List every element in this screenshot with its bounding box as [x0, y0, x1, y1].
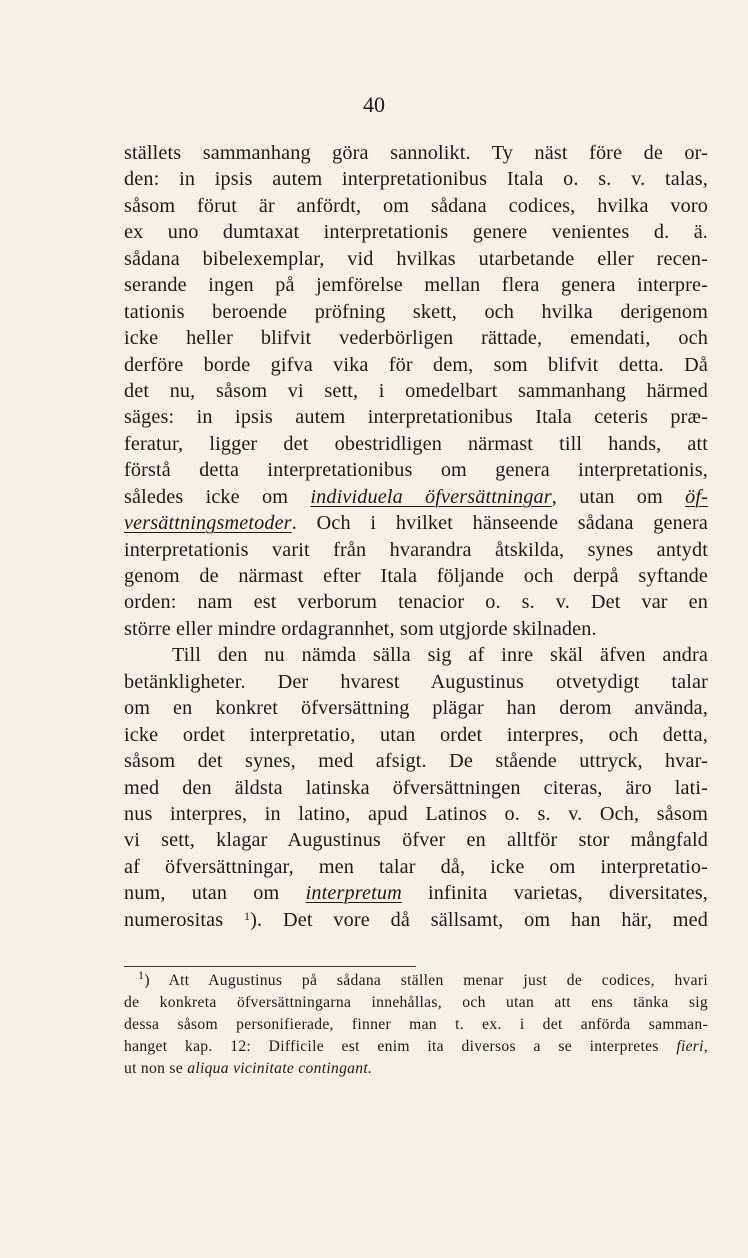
text-segment: således icke om — [124, 485, 311, 508]
text-line: betänkligheter. Der hvarest Augustinus otvetydigt talar — [124, 670, 708, 693]
footnote-line: de konkreta öfversättningarna innehållas, och utan att ens tänka sig — [124, 994, 708, 1012]
emphasis-text: aliqua vicinitate contingant. — [187, 1060, 373, 1078]
emphasis-text: interpretum — [305, 882, 402, 905]
text-line: säges: in ipsis autem interpretationibus Itala ceteris præ- — [124, 406, 708, 429]
footnote-line — [124, 970, 708, 992]
text-line: med den äldsta latinska öfversättningen citeras, äro lati- — [124, 776, 708, 799]
emphasis-text: öf- — [685, 485, 708, 508]
text-line: icke ordet interpretatio, utan ordet interpres, och detta, — [124, 723, 708, 746]
text-line: den: in ipsis autem interpretationibus Itala o. s. v. talas, — [124, 168, 708, 191]
text-line: tationis beroende pröfning skett, och hvilka derigenom — [124, 300, 708, 323]
page-number: 40 — [363, 92, 385, 117]
text-line: derföre borde gifva vika för dem, som blifvit detta. Då — [124, 353, 708, 376]
text-segment: ) Att Augustinus på sådana ställen menar just de codices, hvari — [144, 972, 708, 989]
text-line: om en konkret öfversättning plägar han derom använda, — [124, 697, 708, 720]
footnote-reference: 1 — [244, 908, 251, 923]
text-line: af öfversättningar, men talar då, icke om interpretatio- — [124, 855, 708, 878]
text-segment: hanget kap. 12: Difficile est enim ita diversos a se interpretes — [124, 1038, 677, 1056]
text-line: icke heller blifvit vederbörligen rättade, emendati, och — [124, 327, 708, 350]
text-line: feratur, ligger det obestridligen närmast till hands, att — [124, 432, 708, 455]
text-segment: ut non se — [124, 1060, 188, 1078]
text-line — [124, 907, 708, 933]
text-line: vi sett, klagar Augustinus öfver en alltför stor mångfald — [124, 829, 708, 852]
text-line: genom de närmast efter Itala följande och derpå syftande — [124, 565, 708, 587]
text-line: orden: nam est verborum tenacior o. s. v. Det var en — [124, 591, 708, 614]
text-segment: , utan om — [551, 485, 686, 508]
footnote-marker: 1 — [138, 968, 145, 982]
text-line: större eller mindre ordagrannhet, som utgjorde skilnaden. — [124, 617, 597, 640]
text-line: ex uno dumtaxat interpretationis genere venientes d. ä. — [124, 221, 708, 244]
text-line: serande ingen på jemförelse mellan flera genera interpre- — [124, 274, 708, 297]
footnote — [124, 970, 708, 1080]
text-segment: infinita varietas, diversitates, — [401, 882, 708, 905]
text-line: det nu, såsom vi sett, i omedelbart sammanhang härmed — [124, 379, 708, 402]
text-segment: numerositas — [124, 908, 244, 931]
emphasis-text: versättningsmetoder — [124, 512, 292, 535]
text-line — [124, 880, 708, 906]
text-segment: ). Det vore då sällsamt, om han här, med — [250, 908, 709, 931]
text-line — [124, 484, 708, 510]
text-line — [124, 510, 708, 536]
text-line: sådana bibelexemplar, vid hvilkas utarbetande eller recen- — [124, 247, 708, 270]
text-segment: . Och i hvilket hänseende sådana genera — [291, 512, 708, 535]
footnote-divider — [124, 966, 416, 967]
text-line: såsom förut är anfördt, om sådana codices, hvilka voro — [124, 194, 708, 217]
text-line: Till den nu nämda sälla sig af inre skäl äfven andra — [172, 644, 708, 667]
text-line: interpretationis varit från hvarandra åtskilda, synes antydt — [124, 538, 708, 561]
text-segment: num, utan om — [124, 882, 306, 905]
footnote-line — [124, 1036, 708, 1058]
emphasis-text: fieri, — [676, 1038, 708, 1056]
footnote-line: dessa såsom personifierade, finner man t. ex. i det anförda samman- — [124, 1016, 708, 1034]
emphasis-text: individuela öfversättningar — [310, 485, 552, 508]
text-line: såsom det synes, med afsigt. De stående uttryck, hvar- — [124, 750, 708, 773]
text-line: nus interpres, in latino, apud Latinos o. s. v. Och, såsom — [124, 802, 708, 825]
text-line: förstå detta interpretationibus om genera interpretationis, — [124, 459, 708, 482]
footnote-line — [124, 1058, 708, 1080]
text-line: ställets sammanhang göra sannolikt. Ty näst före de or- — [124, 142, 708, 164]
body-text — [124, 140, 708, 933]
